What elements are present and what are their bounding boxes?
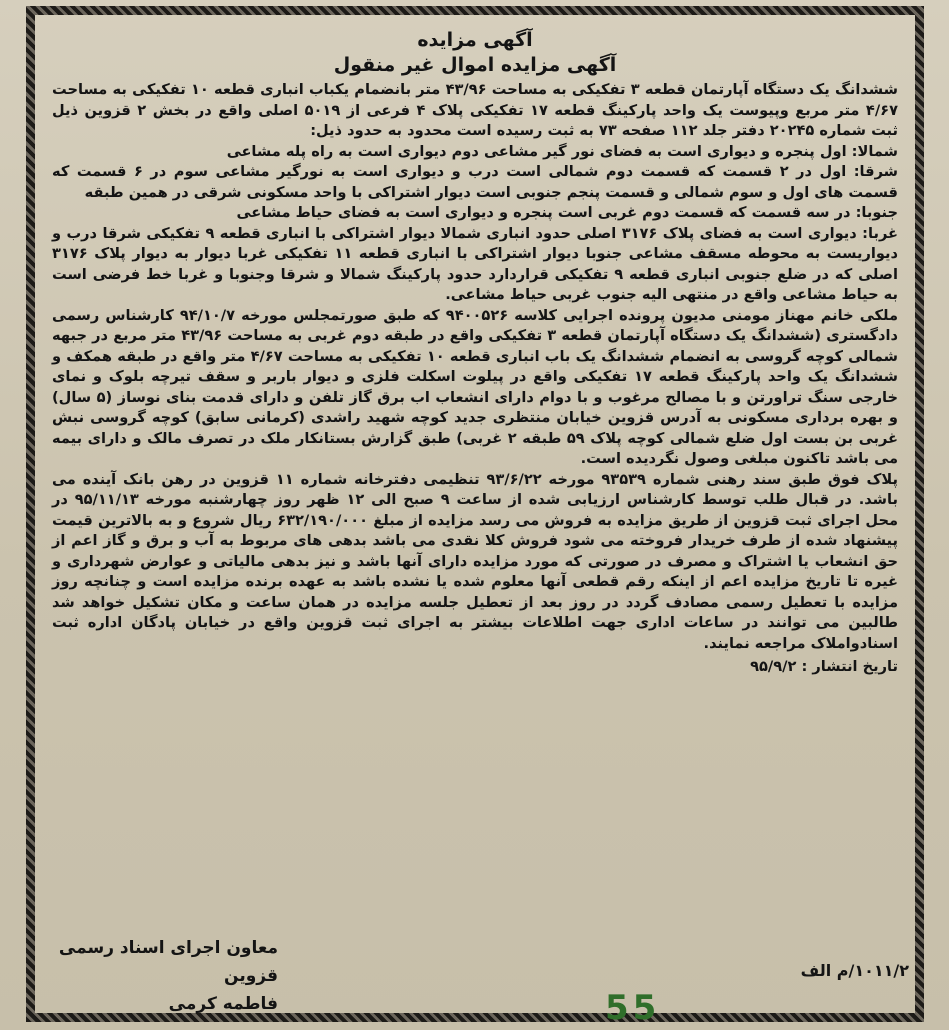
boundary-west: غربا: دیواری است به فضای پلاک ۳۱۷۶ اصلی حدود انباری شمالا دیوار اشتراکی با انباری قطعه ۹ تفکیکی شرقا درب و دیواریست به محوطه مسقف مشاعی جنوبا دیوار اشتراکی با انباری قطعه ۱۱ تفکیکی غربا دیوار به دیوار پلاک ۳۱۷۶ اصلی که در ضلع جنوبی انباری قطعه ۹ تفکیکی قراردارد حدود پارکینگ شمالا و شرقا وجنوبا و غربا خط فرضی است به حیاط مشاعی واقع در منتهی الیه جنوب غربی حیاط مشاعی.: [52, 224, 899, 303]
signature-block: [18, 934, 278, 1018]
owner-and-appraisal: ملکی خانم مهناز مومنی مدیون پرونده اجرایی کلاسه ۹۴۰۰۵۲۶ که طبق صورتمجلس مورخه ۹۴/۱۰/۷ کارشناس رسمی دادگستری (ششدانگ یک دستگاه آپارتمان قطعه ۳ تفکیکی واقع در طبقه دوم غربی به مساحت ۴۳/۹۶ متر مربع در جبهه شمالی کوچه گروسی به انضمام ششدانگ یک باب انباری قطعه ۱۰ تفکیکی به مساحت ۴/۶۷ متر واقع در طبقه همکف و ششدانگ یک واحد پارکینگ قطعه ۱۷ تفکیکی واقع در پیلوت اسکلت فلزی و دیوار باربر و سقف تیرچه بلوک و نمای خارجی سنگ تراورتن و با مصالح مرغوب و با دوام دارای انشعاب اب برق گاز تلفن و دارای قدمت بنای نوساز (۵ سال) و بهره برداری مسکونی به آدرس قزوین خیابان منتظری جدید کوچه شهید راشدی (کرمانی سابق) کوچه گروسی نبش غربی بن بست اول ضلع شمالی کوچه پلاک ۵۹ طبقه ۲ غربی) طبق گزارش بستانکار ملک در تصرف مالک و دارای بیمه می باشد تاکنون مبلغی وصول نگردیده است.: [52, 306, 899, 467]
signer-title: معاون اجرای اسناد رسمی قزوین: [58, 938, 278, 986]
notice-title: آگهی مزایده: [417, 29, 533, 51]
property-description: ششدانگ یک دستگاه آپارتمان قطعه ۳ تفکیکی به مساحت ۴۳/۹۶ متر بانضمام یکباب انباری قطعه ۱۰ تفکیکی به مساحت ۴/۶۷ متر مربع وپیوست یک واحد پارکینگ قطعه ۱۷ تفکیکی پلاک ۴ فرعی از ۵۰۱۹ اصلی واقع در بخش ۲ قزوین ذیل ثبت شماره ۲۰۲۴۵ دفتر جلد ۱۱۲ صفحه ۷۳ به ثبت رسیده است محدود به حدود ذیل:: [52, 81, 898, 139]
boundary-south: جنوبا: در سه قسمت که قسمت دوم غربی است پنجره و دیواری است به فضای حیاط مشاعی: [236, 204, 898, 221]
signer-name: فاطمه کرمی: [168, 994, 278, 1014]
boundary-east: شرقا: اول در ۲ قسمت که قسمت دوم شمالی است درب و دیواری است به نورگیر مشاعی سوم در ۶ قسمت که قسمت های اول و سوم شمالی و قسمت پنجم جنوبی است دیوار اشتراکی با واحد مسکونی شرقی در همین طبقه: [52, 163, 899, 201]
handwritten-mark: 55: [605, 988, 661, 1028]
auction-terms: پلاک فوق طبق سند رهنی شماره ۹۳۵۳۹ مورخه ۹۳/۶/۲۲ تنظیمی دفترخانه شماره ۱۱ قزوین در رهن بانک آینده می باشد. در قبال طلب توسط کارشناس ارزیابی شده از ساعت ۹ صبح الی ۱۲ ظهر روز چهارشنبه مورخه ۹۵/۱۱/۱۳ در محل اجرای ثبت قزوین از طریق مزایده به فروش می رسد مزایده از مبلغ ۶۳۲/۱۹۰/۰۰۰ ریال شروع و به بالاترین قیمت پیشنهاد شده از طرف خریدار فروخته می شود فروش کلا نقدی می باشد بدهی های مربوط به آب و برق و گاز اعم از حق انشعاب یا اشتراک و مصرف در صورتی که مورد مزایده دارای آنها باشد و نیز بدهی مالیاتی و عوارض شهرداری و غیره تا تاریخ مزایده اعم از اینکه رقم قطعی آنها معلوم شده یا نشده باشد به عهده برنده مزایده است و چنانچه روز مزایده با تعطیل رسمی مصادف گردد در روز بعد از تعطیل جلسه مزایده در همان ساعت و مکان تشکیل خواهد شد طالبین می توانند در ساعات اداری جهت اطلاعات بیشتر به اجرای ثبت قزوین واقع در خیابان پادگان اداره ثبت اسنادواملاک مراجعه نمایند.: [52, 470, 899, 652]
notice-subtitle: آگهی مزایده اموال غیر منقول: [333, 54, 617, 76]
notice-content: [36, 16, 914, 1012]
boundary-north: شمالا: اول پنجره و دیواری است به فضای نور گیر مشاعی دوم دیواری است به راه پله مشاعی: [226, 142, 898, 160]
publication-date: تاریخ انتشار : ۹۵/۹/۲: [750, 658, 898, 675]
reference-number: ۱۰۱۱/۲/م الف: [800, 961, 909, 980]
